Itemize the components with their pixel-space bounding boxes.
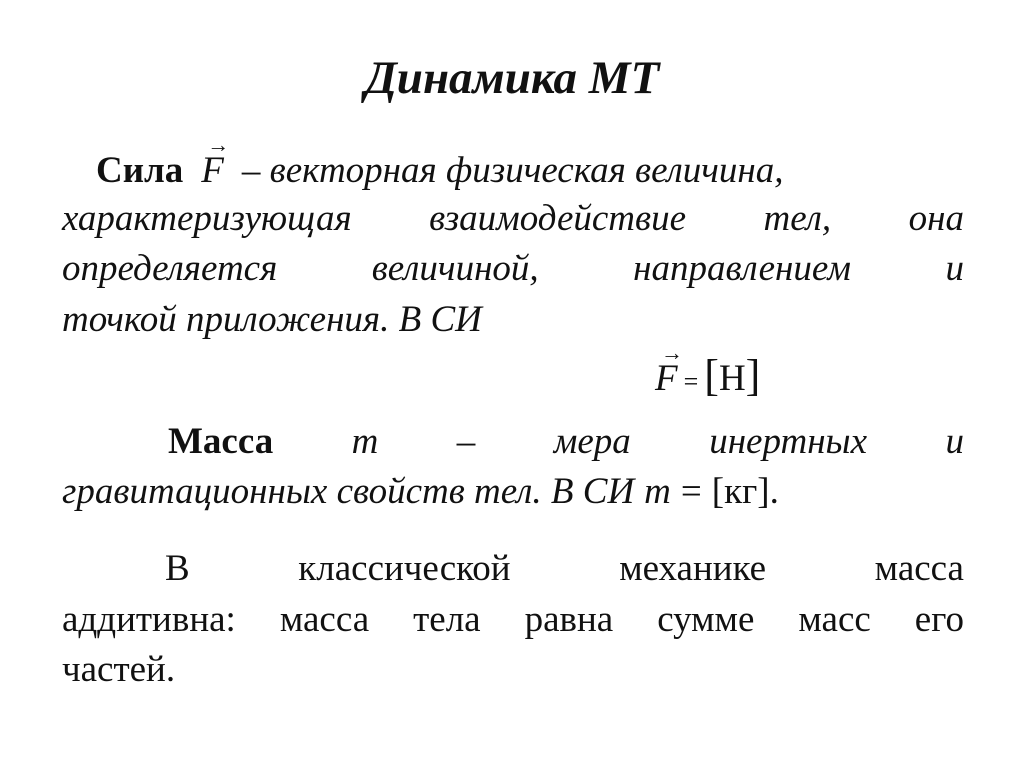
word: масса [874, 548, 964, 589]
classic-line-2 [62, 596, 964, 644]
formula-open-bracket: [ [704, 351, 719, 400]
word: направлением [633, 248, 852, 289]
mass-line-1 [168, 418, 964, 466]
mass-line-2 [62, 468, 964, 516]
word: мера [553, 421, 631, 462]
word: механике [619, 548, 767, 589]
word: его [914, 599, 964, 640]
word: она [908, 198, 964, 239]
word: и [945, 421, 964, 462]
word: масса [279, 599, 370, 640]
slide-title: Динамика МТ [364, 52, 660, 104]
formula-equals: = [683, 367, 699, 396]
formula-force-symbol: → F [655, 355, 678, 403]
force-line-2 [62, 195, 964, 243]
classic-line-1 [165, 545, 964, 593]
formula-unit: Н [718, 358, 746, 399]
word: характеризующая [62, 198, 352, 239]
formula-close-bracket: ] [745, 351, 761, 400]
force-label: Сила [96, 150, 184, 191]
force-line-3 [62, 245, 964, 293]
word: равна [524, 599, 614, 640]
word: и [945, 248, 964, 289]
mass-definition-end: гравитационных свойств тел. В СИ [62, 471, 635, 512]
mass-si-equals: = [680, 471, 702, 512]
force-vector-symbol: → F [201, 147, 224, 195]
mass-si-unit: [кг]. [711, 471, 779, 512]
mass-label: Масса [168, 421, 274, 462]
word: величиной, [371, 248, 539, 289]
mass-symbol: m [351, 421, 379, 462]
word: классической [298, 548, 511, 589]
mass-si-symbol: m [644, 471, 671, 512]
word: тела [413, 599, 481, 640]
word: тел, [763, 198, 832, 239]
word: аддитивна: [62, 599, 236, 640]
word: инертных [709, 421, 868, 462]
word: взаимодействие [429, 198, 686, 239]
force-definition-start: – векторная физическая величина, [241, 150, 784, 191]
word: – [456, 421, 476, 462]
classic-line-3: частей. [62, 649, 176, 690]
word: определяется [62, 248, 278, 289]
word: масс [798, 599, 871, 640]
force-line-4: точкой приложения. В СИ [62, 299, 482, 340]
word: сумме [657, 599, 755, 640]
word: В [165, 548, 190, 589]
force-si-formula [655, 352, 760, 406]
force-line-1 [96, 147, 964, 195]
